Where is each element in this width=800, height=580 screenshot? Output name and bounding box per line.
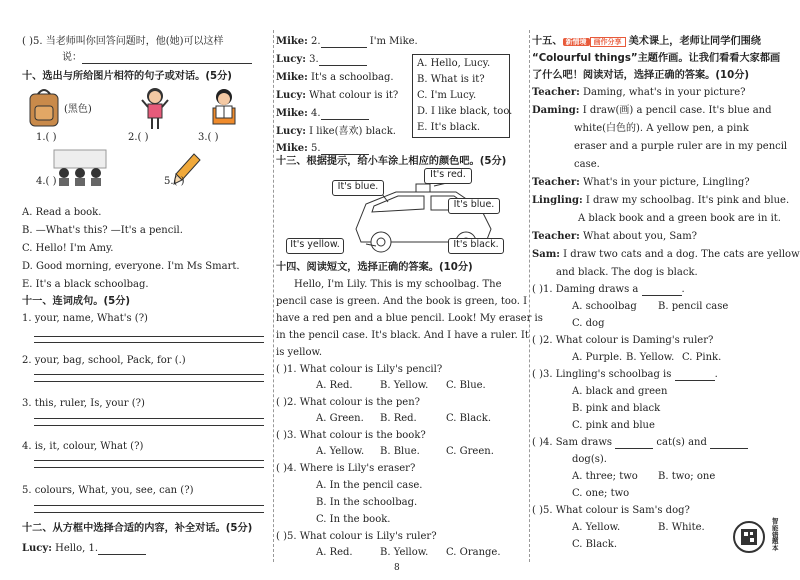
- dialog-lingling-cont: A black book and a green book are in it.: [578, 213, 781, 224]
- section-12-title: 十二、从方框中选择合适的内容，补全对话。(5分): [22, 523, 253, 534]
- answer-option[interactable]: B. Blue.: [380, 446, 420, 457]
- answer-option[interactable]: C. Pink.: [682, 352, 722, 363]
- dialog-line: Mike: 5.: [276, 143, 369, 155]
- answer-option[interactable]: A. Red.: [316, 380, 353, 391]
- column-1: [22, 0, 272, 568]
- reading-question-5: ( )5. What colour is Lily's ruler?: [276, 531, 437, 542]
- answer-line[interactable]: [34, 512, 264, 513]
- schoolbag-image: [26, 88, 62, 128]
- page-number: 8: [394, 563, 400, 573]
- classroom-image: [52, 148, 108, 188]
- section-15-title-3: 了什么吧！阅读对话，选择正确的答案。(10分): [532, 70, 750, 81]
- section-13-title: 十三、根据提示，给小车涂上相应的颜色吧。(5分): [276, 156, 507, 167]
- dialog-question-2: ( )2. What colour is Daming's ruler?: [532, 335, 714, 346]
- girl-image: [140, 86, 170, 130]
- reading-question-4: ( )4. Where is Lily's eraser?: [276, 463, 416, 474]
- q5-say: 说：: [62, 52, 252, 64]
- section-10-title: 十、选出与所给图片相符的句子或对话。(5分): [22, 71, 232, 82]
- answer-option[interactable]: B. Yellow.: [626, 352, 675, 363]
- reading-question-3: ( )3. What colour is the book?: [276, 430, 426, 441]
- answer-option[interactable]: A. three; two: [572, 471, 638, 482]
- option-b: B. —What's this? —It's a pencil.: [22, 225, 183, 236]
- boy-reading-image: [204, 86, 244, 130]
- answer-option[interactable]: C. Blue.: [446, 380, 486, 391]
- answer-line[interactable]: [34, 460, 264, 461]
- answer-option[interactable]: B. pink and black: [572, 403, 661, 414]
- dialog-sam-cont: and black. The dog is black.: [556, 267, 698, 278]
- car-label-blue-2: It's blue.: [448, 198, 500, 214]
- dialog-daming-cont: case.: [574, 159, 600, 170]
- word-item-1: 1. your, name, What's (?): [22, 313, 148, 324]
- answer-option[interactable]: B. pencil case: [658, 301, 729, 312]
- option-d: D. Good morning, everyone. I'm Ms Smart.: [22, 261, 240, 272]
- dialog-line: Mike: 2. I'm Mike.: [276, 36, 418, 47]
- dialog-sam: Sam: I draw two cats and a dog. The cats are yellow: [532, 249, 800, 260]
- option-e: E. It's a black schoolbag.: [22, 279, 149, 290]
- passage-line: pencil case is green. And the book is green, too. I: [276, 296, 528, 307]
- passage-line: have a red pen and a blue pencil. Look! My eraser is: [276, 313, 543, 324]
- answer-option[interactable]: B. Yellow.: [380, 547, 429, 558]
- pic-slot-4[interactable]: 4.( ): [36, 176, 57, 187]
- q5-text: ( )5. 当老师叫你回答问题时，他(她)可以这样: [22, 36, 224, 47]
- section-11-title: 十一、连词成句。(5分): [22, 296, 131, 307]
- dialog-teacher-1: Teacher: Daming, what's in your picture?: [532, 87, 746, 98]
- dialog-question-5: ( )5. What colour is Sam's dog?: [532, 505, 690, 516]
- choice-a: A. Hello, Lucy.: [417, 58, 491, 69]
- logo-text: 智能错题本: [772, 517, 779, 553]
- answer-option[interactable]: A. schoolbag: [572, 301, 637, 312]
- car-label-red: It's red.: [424, 168, 472, 184]
- option-a: A. Read a book.: [22, 207, 102, 218]
- answer-option[interactable]: A. In the pencil case.: [316, 480, 423, 491]
- dialog-daming: Daming: I draw(画) a pencil case. It's blue and: [532, 105, 772, 116]
- answer-option[interactable]: A. Yellow.: [316, 446, 365, 457]
- option-c: C. Hello! I'm Amy.: [22, 243, 114, 254]
- passage-line: in the pencil case. It's black. And I have a ruler. It: [276, 330, 529, 341]
- car-label-black: It's black.: [448, 238, 504, 254]
- reading-question-2: ( )2. What colour is the pen?: [276, 397, 421, 408]
- answer-option[interactable]: B. Red.: [380, 413, 417, 424]
- answer-option[interactable]: C. pink and blue: [572, 420, 655, 431]
- word-item-4: 4. is, it, colour, What (?): [22, 441, 144, 452]
- choice-e: E. It's black.: [417, 122, 481, 133]
- answer-line[interactable]: [34, 381, 264, 382]
- answer-option[interactable]: C. Black.: [572, 539, 617, 550]
- section-15-title-1: 十五、 新情境 画作分享 美术课上，老师让同学们围绕: [532, 36, 761, 47]
- answer-option[interactable]: C. Black.: [446, 413, 491, 424]
- section-14-title: 十四、阅读短文，选择正确的答案。(10分): [276, 262, 473, 273]
- choice-c: C. I'm Lucy.: [417, 90, 477, 101]
- column-divider: [273, 30, 274, 562]
- reading-question-1: ( )1. What colour is Lily's pencil?: [276, 364, 443, 375]
- answer-line[interactable]: [34, 505, 264, 506]
- share-tag: 画作分享: [590, 37, 626, 47]
- column-3: [532, 0, 800, 568]
- answer-option[interactable]: B. White.: [658, 522, 705, 533]
- dialog-daming-cont: eraser and a purple ruler are in my pencil: [574, 141, 788, 152]
- answer-option[interactable]: A. Red.: [316, 547, 353, 558]
- dialog-question-1: ( )1. Daming draws a .: [532, 284, 685, 295]
- choices-box: [412, 54, 513, 138]
- answer-option[interactable]: C. dog: [572, 318, 605, 329]
- column-2: [276, 0, 543, 568]
- dialog-question-4: ( )4. Sam draws cat(s) and: [532, 437, 748, 449]
- answer-option[interactable]: B. two; one: [658, 471, 716, 482]
- answer-option[interactable]: A. Green.: [316, 413, 364, 424]
- car-label-yellow: It's yellow.: [286, 238, 344, 254]
- answer-line[interactable]: [34, 374, 264, 375]
- column-divider: [529, 30, 530, 562]
- dialog-daming-cont: white(白色的). A yellow pen, a pink: [574, 123, 749, 134]
- new-context-tag: 新情境: [563, 38, 590, 46]
- answer-line[interactable]: [34, 418, 264, 419]
- answer-line[interactable]: [34, 336, 264, 337]
- pic-slot-1[interactable]: 1.( ): [36, 132, 57, 143]
- car-label-blue-1: It's blue.: [332, 180, 384, 196]
- dialog-line: Mike: It's a schoolbag.: [276, 72, 394, 83]
- dialog-line: Lucy: I like(喜欢) black.: [276, 126, 396, 137]
- choice-b: B. What is it?: [417, 74, 485, 85]
- pic-slot-5[interactable]: 5.( ): [164, 176, 185, 187]
- answer-option[interactable]: C. Green.: [446, 446, 494, 457]
- word-item-3: 3. this, ruler, Is, your (?): [22, 398, 145, 409]
- dialog-teacher-3: Teacher: What about you, Sam?: [532, 231, 698, 242]
- choice-d: D. I like black, too.: [417, 106, 513, 117]
- dialog-line: Lucy: 3.: [276, 54, 367, 66]
- pic-slot-3[interactable]: 3.( ): [198, 132, 219, 143]
- answer-option[interactable]: A. black and green: [572, 386, 668, 397]
- dialog-teacher-2: Teacher: What's in your picture, Lingling?: [532, 177, 750, 188]
- dialog-question-4-end: dog(s).: [572, 454, 607, 465]
- answer-line[interactable]: [34, 467, 264, 468]
- answer-line[interactable]: [34, 425, 264, 426]
- qr-logo-icon[interactable]: [732, 520, 766, 554]
- passage-line: Hello, I'm Lily. This is my schoolbag. The: [294, 279, 502, 290]
- answer-option[interactable]: A. Yellow.: [572, 522, 621, 533]
- pic-slot-2[interactable]: 2.( ): [128, 132, 149, 143]
- word-item-5: 5. colours, What, you, see, can (?): [22, 485, 194, 496]
- section-15-title-2: “Colourful things”主题作画。让我们看看大家都画: [532, 53, 781, 64]
- answer-option[interactable]: B. In the schoolbag.: [316, 497, 418, 508]
- answer-option[interactable]: B. Yellow.: [380, 380, 429, 391]
- dialog-line: Mike: 4.: [276, 108, 369, 120]
- dialog-lingling: Lingling: I draw my schoolbag. It's pink and blue.: [532, 195, 790, 206]
- answer-option[interactable]: C. Orange.: [446, 547, 501, 558]
- dialog-line: Lucy: What colour is it?: [276, 90, 399, 101]
- answer-line[interactable]: [34, 342, 264, 343]
- answer-option[interactable]: C. In the book.: [316, 514, 391, 525]
- word-item-2: 2. your, bag, school, Pack, for (.): [22, 355, 186, 366]
- answer-option[interactable]: A. Purple.: [572, 352, 623, 363]
- answer-option[interactable]: C. one; two: [572, 488, 630, 499]
- dialog-question-3: ( )3. Lingling's schoolbag is .: [532, 369, 718, 380]
- image-1-caption: (黑色): [64, 104, 92, 115]
- passage-line: is yellow.: [276, 347, 323, 358]
- dialog-line-lucy-1: Lucy: Hello, 1.: [22, 543, 146, 555]
